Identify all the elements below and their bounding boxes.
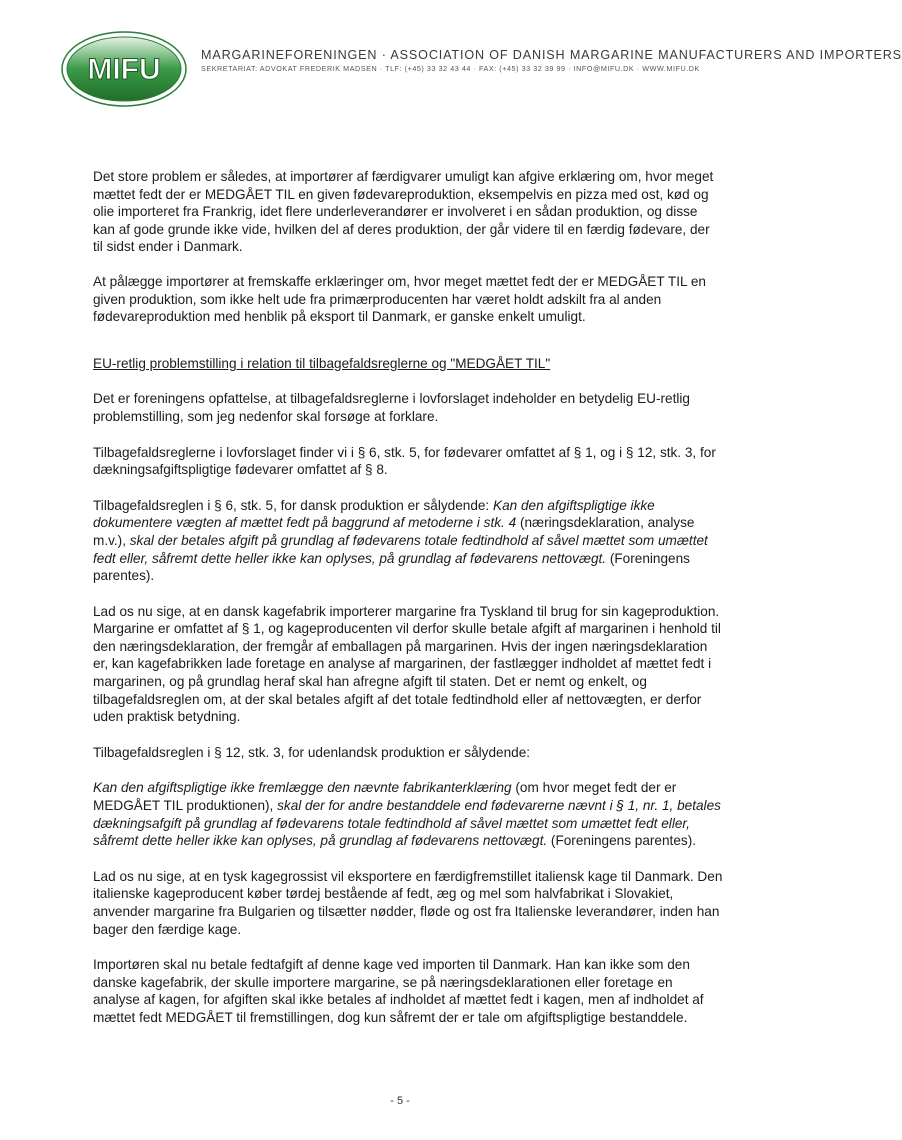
page-number: - 5 - — [390, 1095, 410, 1107]
organization-name: MARGARINEFORENINGEN · ASSOCIATION OF DANISH MARGARINE MANUFACTURERS AND IMPORTERS — [201, 48, 902, 62]
p5-intro: Tilbagefaldsreglen i § 6, stk. 5, for dansk produktion er sålydende: — [93, 497, 493, 513]
logo-wordmark: MIFU — [87, 53, 161, 86]
paragraph-8 — [93, 779, 723, 849]
paragraph-6: Lad os nu sige, at en dansk kagefabrik importerer margarine fra Tyskland til brug for sin kageproduktion. Margarine er omfattet af § 1, og kageproducenten vil derfor skulle betale afgift af margarinen i henhold til den næringsdeklaration, der fremgår af emballagen på margarinen. Hvis der ingen næringsdeklaration er, kan kagefabrikken lade foretage en analyse af margarinen, der fastlægger indholdet af mættet fedt i margarinen, og på grundlag heraf skal han afregne afgift til staten. Det er nemt og enkelt, og tilbagefaldsreglen om, at der skal betales afgift af det totale fedtindhold eller af nettovægten, er derfor uden praktisk betydning. — [93, 603, 721, 725]
p8-quote-2: skal der for andre bestanddele end fødevarerne nævnt i § 1, nr. 1, betales dækningsafgift på grundlag af fødevarens totale fedtindhold af såvel mættet som umættet fedt eller, såfremt dette heller ikke kan oplyses, på grundlag af fødevarens nettovægt. — [93, 798, 721, 849]
p5-note: (Foreningens parentes). — [93, 550, 690, 584]
p8-parenthesis: (om hvor meget fedt der er MEDGÅET TIL produktionen), — [93, 780, 677, 814]
p5-parenthesis: (næringsdeklaration, analyse m.v.), — [93, 515, 695, 548]
section-heading: EU-retlig problemstilling i relation til tilbagefaldsreglerne og "MEDGÅET TIL" — [93, 355, 551, 371]
paragraph-9: Lad os nu sige, at en tysk kagegrossist vil eksportere en færdigfremstillet italiensk kage til Danmark. Den italienske kageproducent køber tørdej bestående af fedt, æg og mel som halvfabrikat i Slovakiet, anvender margarine fra Bulgarien og tilsætter nødder, fløde og ost fra Italienske leverandører, inden han bager den færdige kage. — [93, 868, 723, 937]
p8-quote-1: Kan den afgiftspligtige ikke fremlægge den nævnte fabrikanterklæring — [93, 780, 512, 796]
paragraph-5 — [93, 497, 723, 585]
paragraph-4: Tilbagefaldsreglerne i lovforslaget finder vi i § 6, stk. 5, for fødevarer omfattet af § 1, og i § 12, stk. 3, for dækningsafgiftspligtige fødevarer omfattet af § 8. — [93, 444, 716, 478]
letterhead — [201, 48, 902, 73]
mifu-logo — [60, 30, 188, 113]
paragraph-2: At pålægge importører at fremskaffe erklæringer om, hvor meget mættet fedt der er MEDGÅET TIL en given produktion, som ikke helt ude fra primærproducenten har været holdt adskilt fra al anden fødevareproduktion med henblik på eksport til Danmark, er ganske enkelt umuligt. — [93, 273, 706, 325]
paragraph-1: Det store problem er således, at importører af færdigvarer umuligt kan afgive erklæring om, hvor meget mættet fedt der er MEDGÅET TIL en given fødevareproduktion, eksempelvis en pizza med ost, kød og olie importeret fra Frankrig, idet flere underleverandører er involveret i en sådan produktion, og disse kan af gode grunde ikke vide, hvilken del af deres produktion, der går videre til en færdig fødevare, der til sidst ender i Danmark. — [93, 169, 714, 255]
document-body — [93, 168, 723, 1027]
p8-note: (Foreningens parentes). — [547, 833, 696, 849]
organization-contact: SEKRETARIAT: ADVOKAT FREDERIK MADSEN · TLF: (+45) 33 32 43 44 · FAX: (+45) 33 32 39 99 · INFO@MIFU.DK · WWW.MIFU.DK — [201, 64, 700, 73]
paragraph-7: Tilbagefaldsreglen i § 12, stk. 3, for udenlandsk produktion er sålydende: — [93, 744, 531, 760]
paragraph-10: Importøren skal nu betale fedtafgift af denne kage ved importen til Danmark. Han kan ikke som den danske kagefabrik, der skulle importere margarine, se på næringsdeklarationen eller foretage en analyse af kagen, for afgiften skal ikke betales af indholdet af mættet fedt i kagen, men af indholdet af mættet fedt MEDGÅET til fremstillingen, dog kun såfremt der er tale om afgiftspligtige bestanddele. — [93, 957, 704, 1025]
p5-quote-1: Kan den afgiftspligtige ikke dokumentere vægten af mættet fedt på baggrund af metoderne i stk. 4 — [93, 497, 655, 531]
paragraph-3: Det er foreningens opfattelse, at tilbagefaldsreglerne i lovforslaget indeholder en betydelig EU-retlig problemstilling, som jeg nedenfor skal forsøge at forklare. — [93, 391, 690, 424]
p5-quote-2: skal der betales afgift på grundlag af fødevarens totale fedtindhold af såvel mættet som umættet fedt eller, såfremt dette heller ikke kan oplyses, på grundlag af fødevarens nettovægt. — [93, 532, 708, 566]
